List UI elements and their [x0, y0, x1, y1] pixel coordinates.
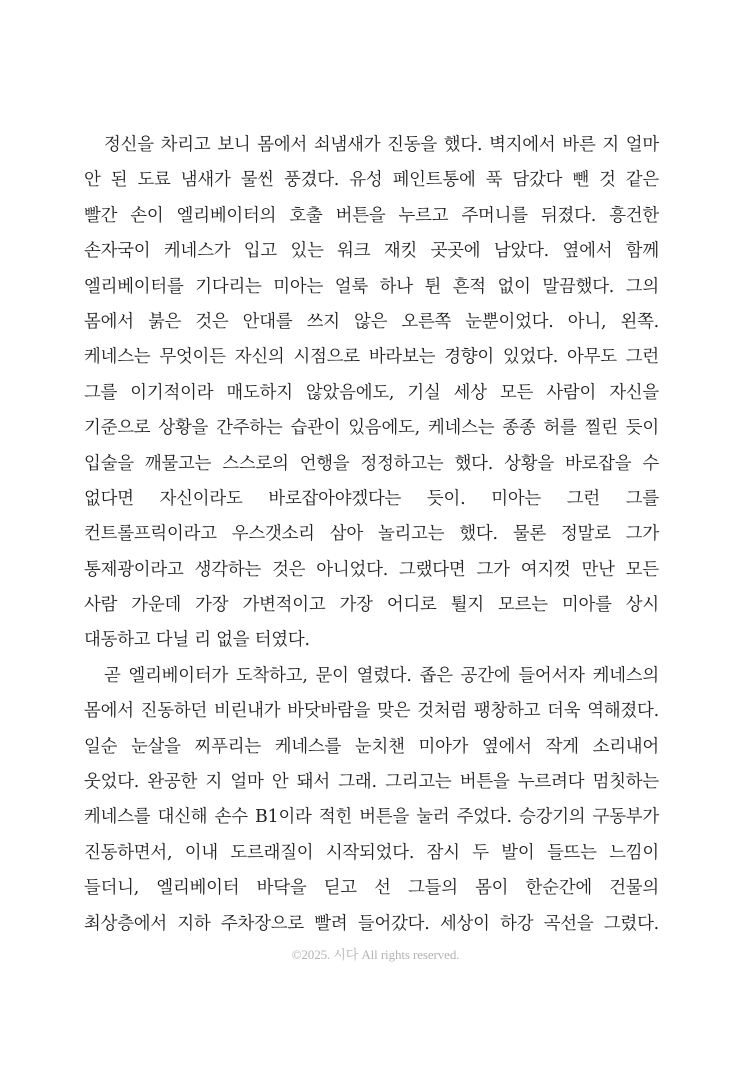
- text-line: 기준으로 상황을 간주하는 습관이 있음에도, 케네스는 종종 허를 찔린 듯이: [84, 418, 659, 439]
- text-line: 엘리베이터를 기다리는 미아는 얼룩 하나 튄 흔적 없이 말끔했다. 그의: [84, 276, 659, 297]
- text-line: 대동하고 다닐 리 없을 터였다.: [84, 630, 310, 651]
- text-line: 케네스는 무엇이든 자신의 시점으로 바라보는 경향이 있었다. 아무도 그런: [84, 347, 659, 368]
- text-line: 정신을 차리고 보니 몸에서 쇠냄새가 진동을 했다. 벽지에서 바른 지 얼마: [104, 135, 659, 155]
- paragraph-1: [84, 128, 659, 659]
- body-text: [84, 128, 659, 942]
- text-line: 없다면 자신이라도 바로잡아야겠다는 듯이. 미아는 그런 그를: [84, 488, 659, 509]
- text-line: 일순 눈살을 찌푸리는 케네스를 눈치챈 미아가 옆에서 작게 소리내어: [84, 736, 659, 757]
- text-line: 입술을 깨물고는 스스로의 언행을 정정하고는 했다. 상황을 바로잡을 수: [84, 453, 659, 474]
- copyright-notice: ©2025. 시다 All rights reserved.: [291, 947, 460, 962]
- text-line: 진동하면서, 이내 도르래질이 시작되었다. 잠시 두 발이 들뜨는 느낌이: [84, 842, 659, 863]
- text-line: 몸에서 붉은 것은 안대를 쓰지 않은 오른쪽 눈뿐이었다. 아니, 왼쪽.: [84, 311, 659, 332]
- text-line: 들더니, 엘리베이터 바닥을 딛고 선 그들의 몸이 한순간에 건물의: [84, 878, 659, 899]
- text-line: 케네스를 대신해 손수 B1이라 적힌 버튼을 눌러 주었다. 승강기의 구동부가: [84, 807, 659, 828]
- text-line: 몸에서 진동하던 비린내가 바닷바람을 맞은 것처럼 팽창하고 더욱 역해졌다.: [84, 701, 659, 722]
- text-line: 그를 이기적이라 매도하지 않았음에도, 기실 세상 모든 사람이 자신을: [84, 382, 659, 403]
- paragraph-2: [84, 659, 659, 942]
- text-line: 통제광이라고 생각하는 것은 아니었다. 그랬다면 그가 여지껏 만난 모든: [84, 559, 659, 580]
- text-line: 안 된 도료 냄새가 물씬 풍겼다. 유성 페인트통에 푹 담갔다 뺀 것 같은: [84, 170, 659, 191]
- text-line: 웃었다. 완공한 지 얼마 안 돼서 그래. 그리고는 버튼을 누르려다 멈칫하는: [84, 772, 659, 793]
- text-line: 사람 가운데 가장 가변적이고 가장 어디로 튈지 모르는 미아를 상시: [84, 595, 659, 616]
- text-line: 빨간 손이 엘리베이터의 호출 버튼을 누르고 주머니를 뒤졌다. 흥건한: [84, 205, 659, 226]
- text-line: 컨트롤프릭이라고 우스갯소리 삼아 놀리고는 했다. 물론 정말로 그가: [84, 524, 659, 545]
- text-line: 손자국이 케네스가 입고 있는 워크 재킷 곳곳에 남았다. 옆에서 함께: [84, 241, 659, 262]
- text-line: 곧 엘리베이터가 도착하고, 문이 열렸다. 좁은 공간에 들어서자 케네스의: [104, 665, 659, 686]
- text-line: 최상층에서 지하 주차장으로 빨려 들어갔다. 세상이 하강 곡선을 그렸다.: [84, 913, 659, 934]
